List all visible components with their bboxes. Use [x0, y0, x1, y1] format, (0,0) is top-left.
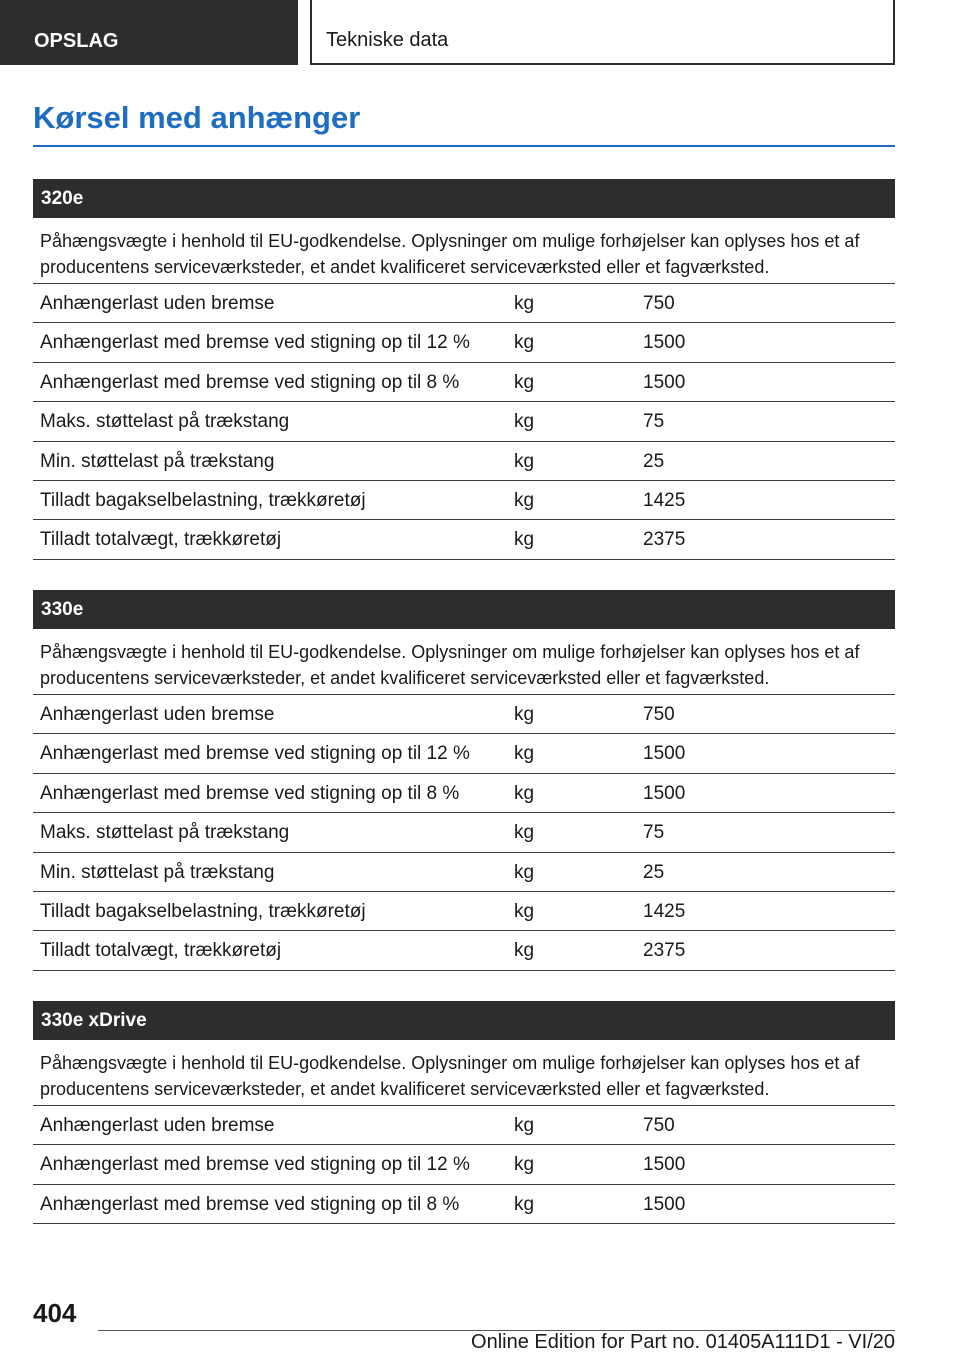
- row-value: 25: [643, 861, 665, 883]
- row-unit: kg: [514, 489, 535, 511]
- spec-table: [33, 1106, 895, 1224]
- row-value: 750: [643, 704, 675, 725]
- row-value: 1425: [643, 900, 686, 922]
- table-row: [33, 442, 895, 481]
- row-value: 2375: [643, 529, 686, 551]
- table-row: [33, 1185, 895, 1224]
- row-label: Anhængerlast uden bremse: [40, 293, 275, 314]
- section-heading: 330e xDrive: [33, 1001, 895, 1040]
- row-label: Anhængerlast med bremse ved stigning op til 8 %: [40, 371, 460, 393]
- row-unit: kg: [514, 411, 535, 433]
- row-value: 1500: [643, 1193, 686, 1215]
- table-row: [33, 774, 895, 813]
- table-row: [33, 931, 895, 970]
- row-value: 750: [643, 1115, 675, 1136]
- row-label: Anhængerlast uden bremse: [40, 1115, 275, 1136]
- section-note: Påhængsvægte i henhold til EU-godkendelse. Oplysninger om mulige forhøjelser kan oplyses hos et af producentens serviceværksteder, et andet kvalificeret serviceværksted eller et fagværksted.: [33, 629, 895, 695]
- row-unit: kg: [514, 1115, 535, 1136]
- row-value: 25: [643, 450, 665, 472]
- row-unit: kg: [514, 900, 535, 922]
- row-label: Tilladt bagakselbelastning, trækkøretøj: [40, 489, 366, 511]
- table-row: [33, 1145, 895, 1184]
- section-tab: OPSLAG: [0, 0, 298, 65]
- section-note: Påhængsvægte i henhold til EU-godkendelse. Oplysninger om mulige forhøjelser kan oplyses hos et af producentens serviceværksteder, et andet kvalificeret serviceværksted eller et fagværksted.: [33, 1040, 895, 1106]
- row-label: Min. støttelast på trækstang: [40, 450, 275, 472]
- spec-table: [33, 284, 895, 560]
- table-row: [33, 323, 895, 362]
- table-row: [33, 520, 895, 559]
- table-row: [33, 813, 895, 852]
- row-label: Anhængerlast med bremse ved stigning op til 12 %: [40, 743, 470, 765]
- section-heading: 330e: [33, 590, 895, 629]
- table-row: [33, 402, 895, 441]
- row-value: 1500: [643, 782, 686, 804]
- table-row: [33, 853, 895, 892]
- row-unit: kg: [514, 450, 535, 472]
- table-row: [33, 284, 895, 323]
- page-header: [0, 0, 960, 66]
- row-value: 1500: [643, 332, 686, 354]
- row-label: Min. støttelast på trækstang: [40, 861, 275, 883]
- row-value: 1500: [643, 743, 686, 765]
- spec-section-330e-xdrive: [33, 1001, 895, 1224]
- row-label: Anhængerlast med bremse ved stigning op til 12 %: [40, 332, 470, 354]
- edition-note: Online Edition for Part no. 01405A111D1 - VI/20: [471, 1331, 895, 1353]
- table-row: [33, 695, 895, 734]
- spec-table: [33, 695, 895, 971]
- row-value: 1425: [643, 489, 686, 511]
- table-row: [33, 481, 895, 520]
- spec-section-330e: [33, 590, 895, 971]
- row-unit: kg: [514, 743, 535, 765]
- row-unit: kg: [514, 782, 535, 804]
- row-unit: kg: [514, 861, 535, 883]
- row-label: Anhængerlast med bremse ved stigning op til 8 %: [40, 782, 460, 804]
- chapter-tab: Tekniske data: [310, 0, 895, 65]
- row-unit: kg: [514, 1154, 535, 1176]
- row-label: Anhængerlast med bremse ved stigning op til 8 %: [40, 1193, 460, 1215]
- row-value: 750: [643, 293, 675, 314]
- section-heading: 320e: [33, 179, 895, 218]
- row-label: Anhængerlast med bremse ved stigning op til 12 %: [40, 1154, 470, 1176]
- row-value: 1500: [643, 1154, 686, 1176]
- title-divider: [33, 145, 895, 147]
- row-unit: kg: [514, 293, 535, 314]
- row-unit: kg: [514, 332, 535, 354]
- row-value: 75: [643, 411, 665, 433]
- spec-section-320e: [33, 179, 895, 560]
- row-value: 75: [643, 822, 665, 844]
- row-label: Maks. støttelast på trækstang: [40, 822, 290, 844]
- row-unit: kg: [514, 704, 535, 725]
- row-unit: kg: [514, 822, 535, 844]
- page-number: 404: [33, 1298, 77, 1328]
- row-unit: kg: [514, 371, 535, 393]
- table-row: [33, 892, 895, 931]
- row-label: Tilladt bagakselbelastning, trækkøretøj: [40, 900, 366, 922]
- row-value: 2375: [643, 940, 686, 962]
- row-label: Maks. støttelast på trækstang: [40, 411, 290, 433]
- page-title: Kørsel med anhænger: [33, 100, 361, 135]
- row-unit: kg: [514, 1193, 535, 1215]
- row-label: Tilladt totalvægt, trækkøretøj: [40, 529, 282, 551]
- table-row: [33, 363, 895, 402]
- table-row: [33, 1106, 895, 1145]
- row-unit: kg: [514, 529, 535, 551]
- table-row: [33, 734, 895, 773]
- section-note: Påhængsvægte i henhold til EU-godkendelse. Oplysninger om mulige forhøjelser kan oplyses hos et af producentens serviceværksteder, et andet kvalificeret serviceværksted eller et fagværksted.: [33, 218, 895, 284]
- row-label: Tilladt totalvægt, trækkøretøj: [40, 940, 282, 962]
- row-label: Anhængerlast uden bremse: [40, 704, 275, 725]
- row-unit: kg: [514, 940, 535, 962]
- row-value: 1500: [643, 371, 686, 393]
